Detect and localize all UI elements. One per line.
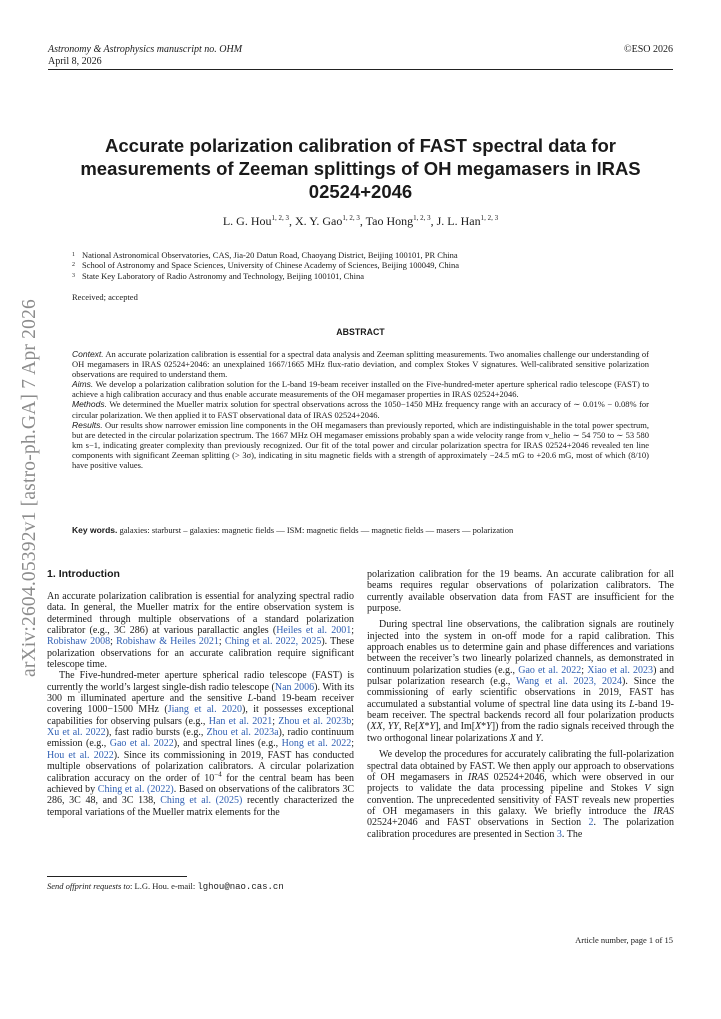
citation-link[interactable]: Xiao et al. 2023 <box>587 664 654 676</box>
citation-link[interactable]: Xu et al. 2022 <box>47 727 106 739</box>
author-affiliation-marker: 1, 2, 3 <box>413 214 431 222</box>
abstract-body <box>72 349 649 470</box>
affiliation-text: National Astronomical Observatories, CAS, Jia-20 Datun Road, Chaoyang District, Beijing 100101, PR China <box>82 250 458 260</box>
citation-link[interactable]: Nan 2006 <box>274 681 315 693</box>
section-link[interactable]: 2 <box>588 817 594 829</box>
section-link[interactable]: 3 <box>556 828 562 840</box>
abstract-aims-label: Aims. <box>72 379 94 390</box>
abstract-results-label: Results. <box>72 419 103 430</box>
keywords-text: galaxies: starburst – galaxies: magnetic fields — ISM: magnetic fields — magnetic fields — masers — polarization <box>119 525 514 535</box>
arxiv-stamp-text: arXiv:2604.05392v1 [astro-ph.GA] 7 Apr 2026 <box>19 299 40 677</box>
left-column <box>47 568 354 818</box>
affiliation-text: State Key Laboratory of Radio Astronomy and Technology, Beijing 100101, China <box>82 270 364 281</box>
copyright-notice: ©ESO 2026 <box>624 44 673 55</box>
affiliation-item <box>72 260 459 270</box>
affiliation-number: 1 <box>72 252 75 258</box>
manuscript-date: April 8, 2026 <box>48 56 102 67</box>
section-title: Introduction <box>58 568 120 580</box>
affiliation-number: 2 <box>72 262 75 269</box>
section-heading <box>47 568 354 581</box>
author-affiliation-marker: 1, 2, 3 <box>480 214 499 222</box>
abstract-context <box>72 349 649 379</box>
abstract-aims <box>72 379 649 399</box>
citation-link[interactable]: Ching et al. (2025) <box>160 795 243 807</box>
header-rule <box>48 69 673 70</box>
citation-link[interactable]: Wang et al. 2023, 2024 <box>516 676 623 688</box>
citation-link[interactable]: Zhou et al. 2023b <box>278 715 352 727</box>
abstract-methods-text: We determined the Mueller matrix solution for spectral observations across the 1050−1450 MHz frequency range with an accuracy of ∼ 0.01% − 0.08% for circular polarization. We then applied it to FAST observational data of IRAS 02524+2046. <box>72 399 649 420</box>
citation-link[interactable]: Hong et al. 2022 <box>281 738 352 750</box>
author-name: L. G. Hou <box>222 214 272 228</box>
footnote-rule <box>47 876 187 877</box>
abstract-context-label: Context. <box>72 349 104 359</box>
email-link[interactable]: lghou@nao.cas.cn <box>197 882 284 892</box>
body-paragraph: The Five-hundred-meter aperture spherical radio telescope (FAST) is currently the world’s largest single-dish radio telescope (Nan 2006). With its 300 m illuminated aperture and the sensitive L-band 19-beam receiver covering 1000−1500 MHz (Jiang et al. 2020), it possesses exceptional capabilities for observing pulsars (e.g., Han et al. 2021; Zhou et al. 2023b; Xu et al. 2022), fast radio bursts (e.g., Zhou et al. 2023a), radio continuum emission (e.g., Gao et al. 2022), and spectral lines (e.g., Hong et al. 2022; Hou et al. 2022). Since its commissioning in 2019, FAST has conducted multiple observations of polarization calibrators. A circular polarization calibration accuracy on the order of $10^{-4}$ for the central beam has been achieved by Ching et al. (2022). Based on observations of the calibrators 3C 286, 3C 48, and 3C 138, Ching et al. (2025) recently characterized the temporal variations of the Mueller matrix elements for the <box>47 670 355 818</box>
paper-title: Accurate polarization calibration of FAST spectral data for measurements of Zeeman splittings of OH megamasers in IRAS 02524+2046 <box>80 135 641 202</box>
citation-link[interactable]: Zhou et al. 2023a <box>206 727 279 739</box>
affiliation-list <box>72 250 459 281</box>
footnote-label: Send offprint requests to <box>47 881 131 891</box>
affiliation-text: School of Astronomy and Space Sciences, University of Chinese Academy of Sciences, Beijing 100049, China <box>82 260 460 271</box>
abstract-results <box>72 420 649 470</box>
citation-link[interactable]: Hou et al. 2022 <box>47 749 114 761</box>
journal-header: Astronomy & Astrophysics manuscript no. OHM <box>48 44 243 55</box>
author-list: L. G. Hou$^{1, 2, 3}$, X. Y. Gao$^{1, 2, 3}$, Tao Hong$^{1, 2, 3}$, J. L. Han$^{1, 2, 3}$ <box>222 214 499 228</box>
affiliation-number: 3 <box>72 272 75 279</box>
keywords <box>72 525 662 535</box>
author-name: J. L. Han <box>436 214 481 228</box>
right-column <box>367 569 674 840</box>
citation-link[interactable]: Heiles et al. 2001 <box>276 625 352 637</box>
citation-link[interactable]: Robishaw & Heiles 2021 <box>116 636 219 648</box>
abstract-context-text: An accurate polarization calibration is essential for a spectral data analysis and Zeeman splitting measurements. Two anomalies challenge our understanding of OH megamasers in IRAS 02524+2046: an unexplained 1667/1665 MHz flux-ratio deviation, and complex Stokes V signatures. Well-calibrated sensitive polarization observations are required to understand them. <box>72 349 649 380</box>
citation-link[interactable]: Ching et al. (2022) <box>97 783 174 795</box>
abstract-results-text: Our results show narrower emission line components in the OH megamasers than previously reported, which are indistinguishable in the total power spectrum, but are detected in the circular polarization spectrum. The 1667 MHz OH megamaser emissions probably span a wide velocity range from v_helio ∼ 54 750 to ∼ 53 580 km s−1, indicating greater complexity than previously recognized. Our fit of the total power and circular polarization spectra for IRAS 02524+2046 revealed ten line components with significant Zeeman splitting (> 3σ), indicating in situ magnetic fields with a strength of approximately −24.5 mG to +20.6 mG, most of which (8/10) have positive values. <box>72 419 649 471</box>
citation-link[interactable]: Han et al. 2021 <box>208 715 273 727</box>
citation-link[interactable]: Ching et al. 2022, 2025 <box>224 636 322 648</box>
body-paragraph: An accurate polarization calibration is essential for analyzing spectral radio data. In general, the Mueller matrix for the entire observation system is determined through multiple observations of a standard polarization calibrator (e.g., 3C 286) at various parallactic angles (Heiles et al. 2001; Robishaw 2008; Robishaw & Heiles 2021; Ching et al. 2022, 2025). These polarization observations for an accurate calibration require significant telescope time. <box>47 591 355 671</box>
abstract-heading: ABSTRACT <box>336 327 385 337</box>
author-affiliation-marker: 1, 2, 3 <box>342 214 360 222</box>
footnote <box>47 881 284 892</box>
affiliation-item <box>72 271 459 281</box>
author-name: X. Y. Gao <box>295 214 343 228</box>
footnote-text: : L.G. Hou. e-mail: <box>130 881 198 891</box>
author-name: Tao Hong <box>365 214 414 228</box>
keywords-label: Key words. <box>72 525 118 535</box>
section-number: 1. <box>47 568 56 580</box>
abstract-methods-label: Methods. <box>72 399 107 410</box>
arxiv-stamp <box>20 298 40 678</box>
citation-link[interactable]: Robishaw 2008 <box>47 636 111 648</box>
abstract-methods <box>72 399 649 419</box>
body-paragraph: We develop the procedures for accurately calibrating the full-polarization spectral data obtained by FAST. We then apply our approach to observations of OH megamasers in IRAS 02524+2046, which were observed in our projects to validate the data processing pipeline and Stokes V sign convention. The unprecedented sensitivity of FAST reveals new properties of OH megamasers in this galaxy. We briefly introduce the IRAS 02524+2046 and FAST observations in Section 2. The polarization calibration procedures are presented in Section 3. The <box>367 749 675 840</box>
citation-link[interactable]: Gao et al. 2022 <box>518 664 582 676</box>
affiliation-item <box>72 250 459 260</box>
abstract-aims-text: We develop a polarization calibration solution for the L-band 19-beam receiver installed on the Five-hundred-meter aperture spherical radio telescope (FAST) to achieve a high calibration accuracy and thus enable accurate measurements of the OH megamaser properties in IRAS 02524+2046. <box>72 379 649 400</box>
citation-link[interactable]: Jiang et al. 2020 <box>167 704 242 716</box>
page-footer: Article number, page 1 of 15 <box>575 935 673 945</box>
body-paragraph: During spectral line observations, the calibration signals are routinely injected into the system in on-off mode for a rapid calibration. This approach enables us to determine gain and phase differences and variations between the receiver’s two linearly polarized channels, as demonstrated in continuum polarization studies (e.g., Gao et al. 2022; Xiao et al. 2023) and pulsar polarization research (e.g., Wang et al. 2023, 2024). Since the commissioning of early scientific observations in 2019, FAST has accumulated a substantial volume of spectral line data using its L-band 19-beam receiver. The spectral backends record all four polarization products (XX, YY, Re[X*Y], and Im[X*Y]) from the radio signals received through the two orthogonal linear polarizations X and Y. <box>367 619 675 744</box>
author-affiliation-marker: 1, 2, 3 <box>271 214 290 222</box>
citation-link[interactable]: Gao et al. 2022 <box>109 738 174 750</box>
body-paragraph: polarization calibration for the 19 beams. An accurate calibration for all beams requires regular observations of polarization calibrators. The currently available observation data from FAST are insufficient for the purpose. <box>367 569 674 615</box>
received-line: Received; accepted <box>72 292 138 302</box>
